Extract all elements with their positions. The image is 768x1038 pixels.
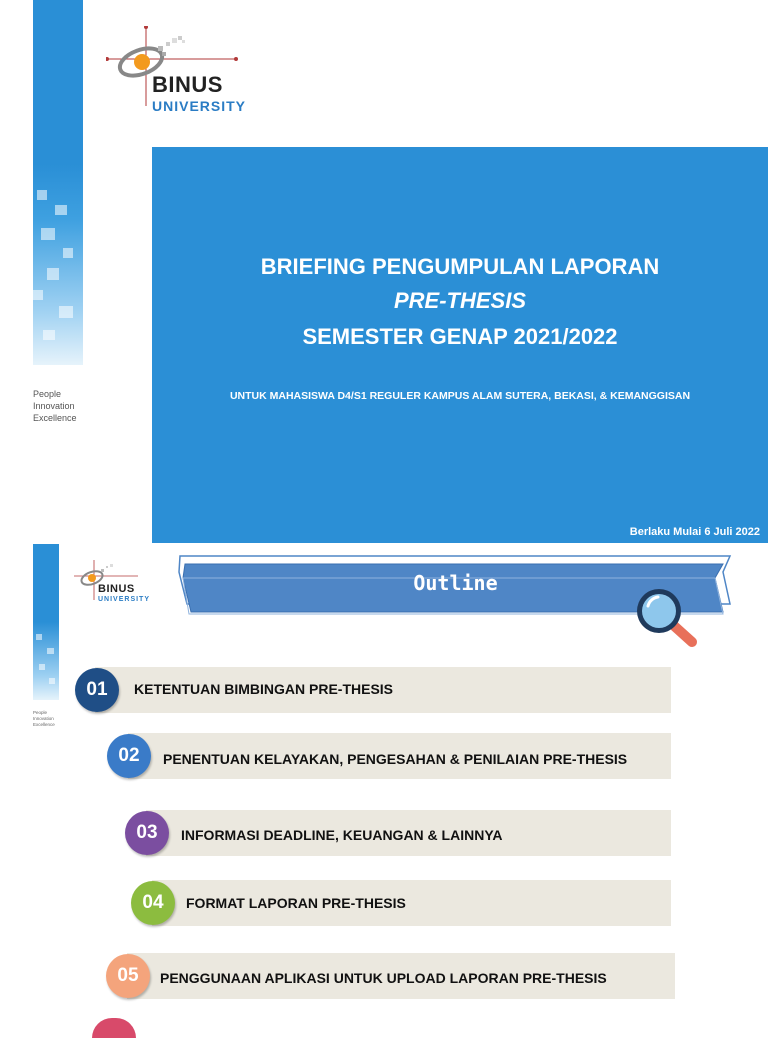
outline-heading: Outline — [413, 571, 498, 595]
outline-item-number: 02 — [107, 734, 151, 778]
decorative-stripe-small — [33, 544, 59, 700]
tagline-line: People — [33, 389, 62, 399]
logo-binus-text: BINUS — [152, 72, 223, 97]
effective-date: Berlaku Mulai 6 Juli 2022 — [629, 526, 760, 538]
outline-item-number-partial — [92, 1018, 136, 1038]
tagline-line: Excellence — [33, 722, 55, 727]
outline-item-label: PENGGUNAAN APLIKASI UNTUK UPLOAD LAPORAN PRE-THESIS — [160, 970, 607, 986]
outline-item-label: FORMAT LAPORAN PRE-THESIS — [186, 895, 406, 911]
logo-university-text: UNIVERSITY — [152, 98, 247, 114]
outline-item-number: 04 — [131, 881, 175, 925]
tagline-line: Excellence — [33, 413, 77, 423]
subtitle: UNTUK MAHASISWA D4/S1 REGULER KAMPUS ALAM SUTERA, BEKASI, & KEMANGGISAN — [229, 390, 691, 402]
outline-item-number: 01 — [75, 668, 119, 712]
tagline-line: Innovation — [33, 401, 75, 411]
title-line-3: SEMESTER GENAP 2021/2022 — [302, 324, 618, 349]
binus-logo — [106, 26, 266, 121]
logo-binus-text: BINUS — [98, 583, 135, 595]
outline-item-number: 03 — [125, 811, 169, 855]
outline-item-label: KETENTUAN BIMBINGAN PRE-THESIS — [134, 681, 394, 697]
tagline — [33, 388, 77, 424]
title-panel — [152, 147, 768, 543]
logo-university-text: UNIVERSITY — [98, 596, 151, 603]
magnifier-icon — [634, 586, 702, 650]
title-line-2: PRE-THESIS — [393, 288, 527, 313]
decorative-stripe — [33, 0, 83, 365]
outline-item-number: 05 — [106, 954, 150, 998]
tagline-small — [33, 710, 55, 728]
outline-item-label: INFORMASI DEADLINE, KEUANGAN & LAINNYA — [181, 827, 503, 843]
tagline-line: Innovation — [33, 716, 54, 721]
binus-logo-small — [74, 560, 154, 608]
outline-item-label: PENENTUAN KELAYAKAN, PENGESAHAN & PENILAIAN PRE-THESIS — [163, 751, 628, 767]
title-line-1: BRIEFING PENGUMPULAN LAPORAN — [260, 254, 660, 279]
tagline-line: People — [33, 710, 48, 715]
